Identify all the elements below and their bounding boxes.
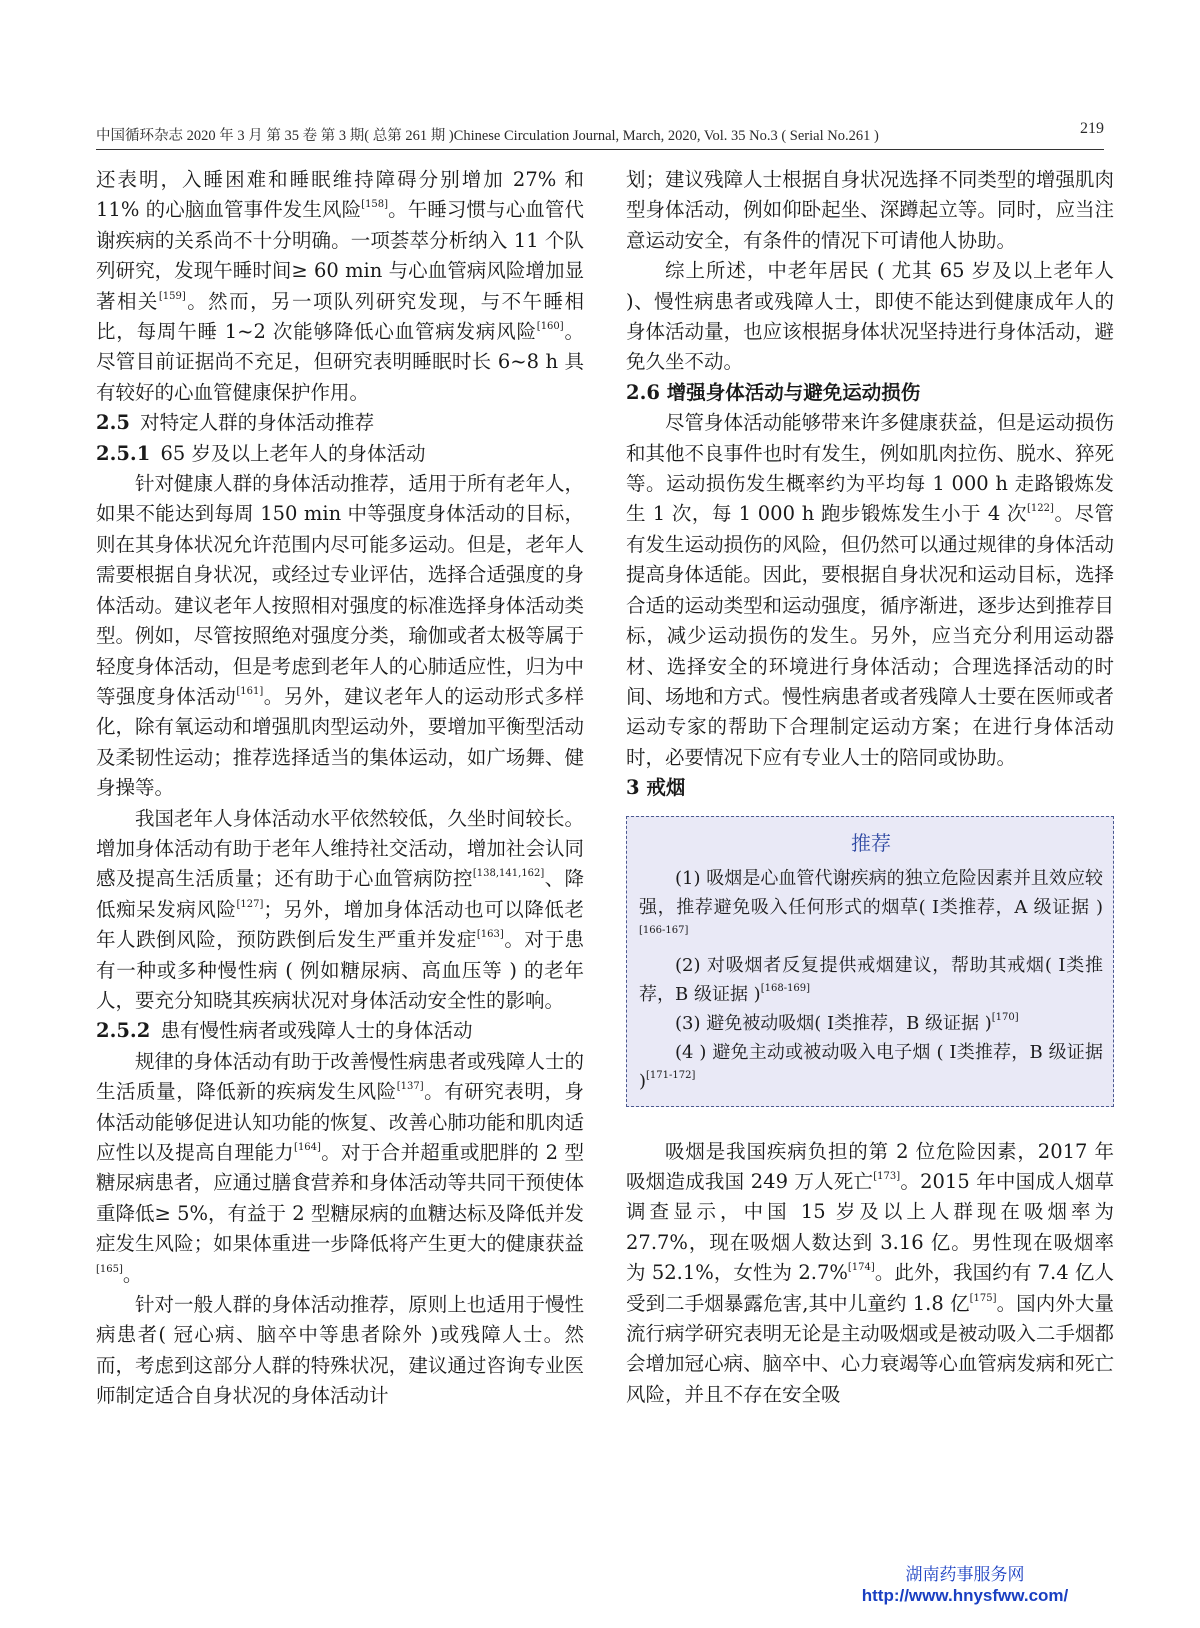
section-heading-2-5: 2.5 对特定人群的身体活动推荐 [96,411,375,435]
citation-ref[interactable]: [158] [361,199,389,211]
recommendation-item: (4 ) 避免主动或被动吸入电子烟 ( Ⅰ类推荐，B 级证据 )[171-172] [639,1041,1103,1092]
section-heading-2-5-2: 2.5.2 患有慢性病者或残障人士的身体活动 [96,1019,473,1043]
watermark-site-name: 湖南药事服务网 [905,1565,1025,1584]
citation-ref[interactable]: [165] [96,1263,123,1275]
section-heading-2-5-1: 2.5.1 65 岁及以上老年人的身体活动 [96,441,426,465]
right-column [626,165,1114,1410]
citation-ref[interactable]: [127] [236,898,264,910]
citation-ref[interactable]: [164] [294,1142,321,1153]
citation-ref[interactable]: [137] [396,1081,424,1093]
recommendation-box [626,816,1114,1107]
citation-ref[interactable]: [159] [158,290,186,302]
page-number: 219 [1080,120,1104,137]
recommendation-item: (1) 吸烟是心血管代谢疾病的独立危险因素并且效应较强，推荐避免吸入任何形式的烟草( Ⅰ类推荐，A 级证据 )[166-167] [639,867,1103,936]
paragraph-disabled-activity: 划；建议残障人士根据自身状况选择不同类型的增强肌肉型身体活动，例如仰卧起坐、深蹲起立等。同时，应当注意运动安全，有条件的情况下可请他人协助。 [626,168,1114,252]
recommendation-item: (2) 对吸烟者反复提供戒烟建议，帮助其戒烟( Ⅰ类推荐，B 级证据 )[168-169] [639,954,1103,1005]
section-heading-2-6: 2.6 增强身体活动与避免运动损伤 [626,380,921,404]
journal-citation: 中国循环杂志 2020 年 3 月 第 35 卷 第 3 期( 总第 261 期 )Chinese Circulation Journal, March, 2020, Vol. 35 No.3 ( Serial No.261 ) [96,128,879,144]
citation-ref[interactable]: [173] [873,1170,901,1182]
citation-ref[interactable]: [160] [536,321,564,333]
citation-ref[interactable]: [171-172] [646,1069,696,1081]
citation-ref[interactable]: [166-167] [639,924,689,936]
recommendation-title: 推荐 [851,830,891,855]
paragraph-sleep: 还表明，入睡困难和睡眠维持障碍分别增加 27% 和 11% 的心脑血管事件发生风险[158]。午睡习惯与心血管代谢疾病的关系尚不十分明确。一项荟萃分析纳入 11 个队列研究，发现午睡时间≥ 60 min 与心血管病风险增加显著相关[159]。然而，另一项队列研究发现，与不午睡相比，每周午睡 1~2 次能够降低心血管病发病风险[160]。尽管目前证据尚不充足，但研究表明睡眠时长 6~8 h 具有较好的心血管健康保护作用。 [96,168,584,404]
recommendation-item: (3) 避免被动吸烟( Ⅰ类推荐，B 级证据 )[170] [675,1011,1019,1034]
paragraph-chronic-disease: 规律的身体活动有助于改善慢性病患者或残障人士的生活质量，降低新的疾病发生风险[137]。有研究表明，身体活动能够促进认知功能的恢复、改善心肺功能和肌肉适应性以及提高自理能力[164]。对于合并超重或肥胖的 2 型糖尿病患者，应通过膳食营养和身体活动等共同干预使体重降低≥ 5%，有益于 2 型糖尿病的血糖达标及降低并发症发生风险；如果体重进一步降低将产生更大的健康获益[165]。 [96,1049,584,1286]
left-column [96,165,584,1412]
paragraph-smoking-burden: 吸烟是我国疾病负担的第 2 位危险因素，2017 年吸烟造成我国 249 万人死亡[173]。2015 年中国成人烟草调查显示，中国 15 岁及以上人群现在吸烟率为 27.7%，现在吸烟人数达到 3.16 亿。男性现在吸烟率为 52.1%，女性为 2.7%[174]。此外，我国约有 7.4 亿人受到二手烟暴露危害,其中儿童约 1.8 亿[175]。国内外大量流行病学研究表明无论是主动吸烟或是被动吸入二手烟都会增加冠心病、脑卒中、心力衰竭等心血管病发病和死亡风险，并且不存在安全吸 [626,1139,1114,1406]
paragraph-summary: 综上所述，中老年居民 ( 尤其 65 岁及以上老年人 )、慢性病患者或残障人士，即使不能达到健康成年人的身体活动量，也应该根据身体状况坚持进行身体活动，避免久坐不动。 [626,259,1114,374]
section-heading-3: 3 戒烟 [626,776,686,800]
site-watermark [830,1564,1100,1606]
citation-ref[interactable]: [175] [969,1292,997,1304]
paragraph-injury-prevention: 尽管身体活动能够带来许多健康获益，但是运动损伤和其他不良事件也时有发生，例如肌肉拉伤、脱水、猝死等。运动损伤发生概率约为平均每 1 000 h 走路锻炼发生 1 次，每 1 000 h 跑步锻炼发生小于 4 次[122]。尽管有发生运动损伤的风险，但仍然可以通过规律的身体活动提高身体适能。因此，要根据自身状况和运动目标，选择合适的运动类型和运动强度，循序渐进，逐步达到推荐目标，减少运动损伤的发生。另外，应当充分利用运动器材、选择安全的环境进行身体活动；合理选择活动的时间、场地和方式。慢性病患者或者残障人士要在医师或者运动专家的帮助下合理制定运动方案；在进行身体活动时，必要情况下应有专业人士的陪同或协助。 [626,411,1114,769]
paragraph-general-recommendation: 针对一般人群的身体活动推荐，原则上也适用于慢性病患者( 冠心病、脑卒中等患者除外 )或残障人士。然而，考虑到这部分人群的特殊状况，建议通过咨询专业医师制定适合自身状况的身体活动计 [96,1293,584,1408]
header-rule [96,149,1104,150]
paragraph-elderly-benefits: 我国老年人身体活动水平依然较低，久坐时间较长。增加身体活动有助于老年人维持社交活动，增加社会认同感及提高生活质量；还有助于心血管病防控[138,141,162]、降低痴呆发病风险[127]；另外，增加身体活动也可以降低老年人跌倒风险，预防跌倒后发生严重并发症[163]。对于患有一种或多种慢性病 ( 例如糖尿病、高血压等 ) 的老年人，要充分知晓其疾病状况对身体活动安全性的影响。 [96,806,584,1012]
citation-ref[interactable]: [163] [476,929,504,941]
citation-ref[interactable]: [170] [991,1011,1019,1023]
running-header [96,118,1104,148]
citation-ref[interactable]: [122] [1027,503,1054,515]
citation-ref[interactable]: [168-169] [760,982,811,994]
citation-ref[interactable]: [138,141,162] [472,868,545,880]
citation-ref[interactable]: [161] [236,685,264,697]
citation-ref[interactable]: [174] [847,1262,875,1274]
paragraph-elderly-activity: 针对健康人群的身体活动推荐，适用于所有老年人，如果不能达到每周 150 min 中等强度身体活动的目标，则在其身体状况允许范围内尽可能多运动。但是，老年人需要根据自身状况，或经过专业评估，选择合适强度的身体活动。建议老年人按照相对强度的标准选择身体活动类型。例如，尽管按照绝对强度分类，瑜伽或者太极等属于轻度身体活动，但是考虑到老年人的心肺适应性，归为中等强度身体活动[161]。另外，建议老年人的运动形式多样化，除有氧运动和增强肌肉型运动外，要增加平衡型活动及柔韧性运动；推荐选择适当的集体运动，如广场舞、健身操等。 [96,472,584,800]
watermark-url[interactable]: http://www.hnysfww.com/ [861,1586,1069,1605]
